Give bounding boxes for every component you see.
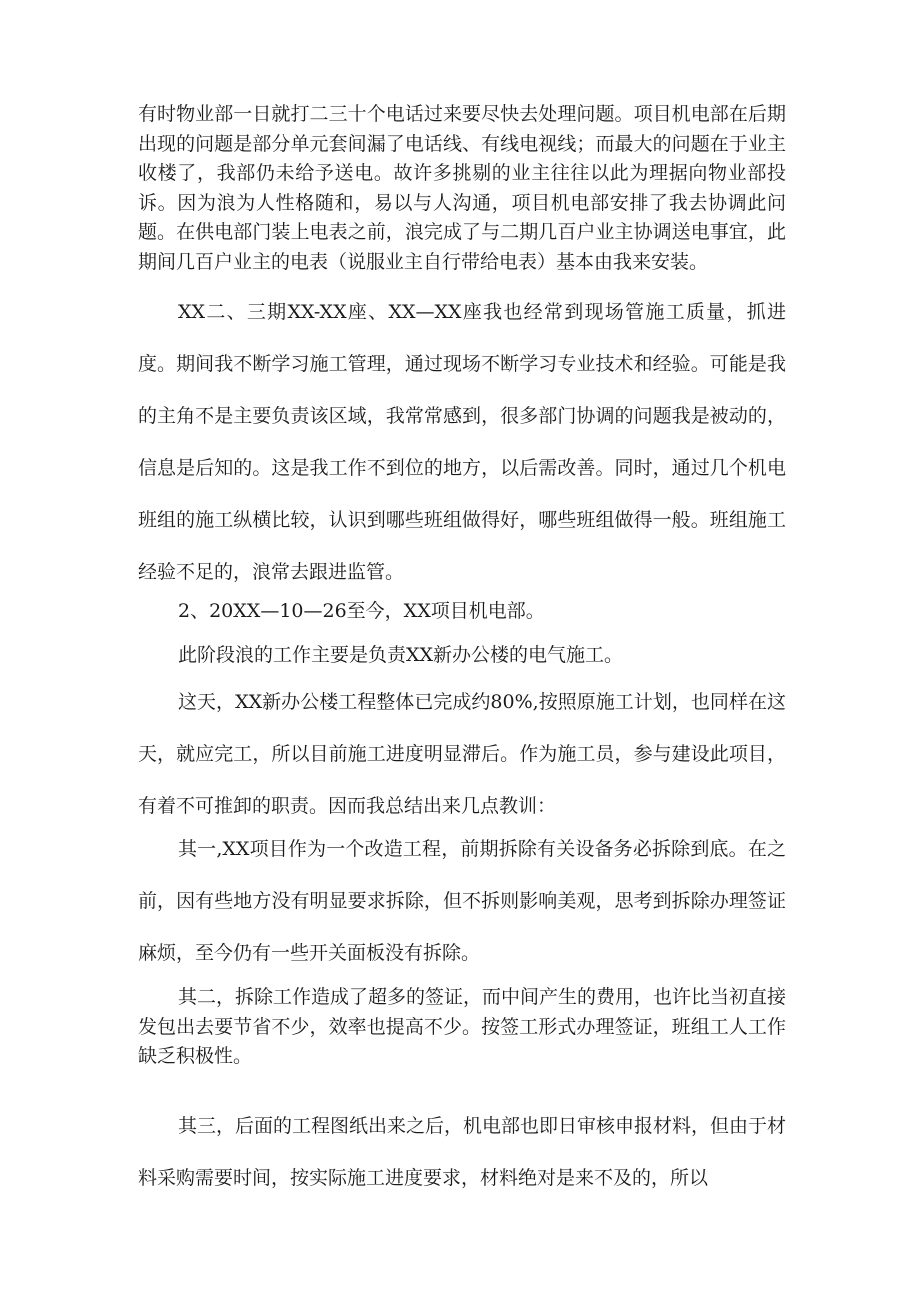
paragraph-2: XX二、三期XX-XX座、XX—XX座我也经常到现场管施工质量，抓进度。期间我不断学习施工管理，通过现场不断学习专业技术和经验。可能是我的主角不是主要负责该区域，我常常感到，很多部门协调的问题我是被动的，信息是后知的。这是我工作不到位的地方，以后需改善。同时，通过几个机电班组的施工纵横比较，认识到哪些班组做得好，哪些班组做得一般。班组施工经验不足的，浪常去跟进监管。 [138, 301, 786, 583]
paragraph-5: 这天，XX新办公楼工程整体已完成约80%,按照原施工计划，也同样在这天，就应完工，所以目前施工进度明显滞后。作为施工员，参与建设此项目，有着不可推卸的职责。因而我总结出来几点教训： [138, 691, 786, 817]
paragraph-1: 有时物业部一日就打二三十个电话过来要尽快去处理问题。项目机电部在后期出现的问题是部分单元套间漏了电话线、有线电视线；而最大的问题在于业主收楼了，我部仍未给予送电。故许多挑剔的业主往往以此为理据向物业部投诉。因为浪为人性格随和，易以与人沟通，项目机电部安排了我去协调此问题。在供电部门装上电表之前，浪完成了与二期几百户业主协调送电事宜，此期间几百户业主的电表（说服业主自行带给电表）基本由我来安装。 [138, 103, 786, 273]
paragraph-8: 其三，后面的工程图纸出来之后，机电部也即日审核申报材料，但由于材料采购需要时间，按实际施工进度要求，材料绝对是来不及的，所以 [138, 1115, 787, 1189]
paragraph-3-heading: 2、20XX—10—26至今，XX项目机电部。 [178, 600, 545, 622]
paragraph-7: 其二，拆除工作造成了超多的签证，而中间产生的费用，也许比当初直接发包出去要节省不少，效率也提高不少。按签工形式办理签证，班组工人工作缺乏积极性。 [138, 986, 787, 1067]
paragraph-6: 其一,XX项目作为一个改造工程，前期拆除有关设备务必拆除到底。在之前，因有些地方没有明显要求拆除，但不拆则影响美观，思考到拆除办理签证麻烦，至今仍有一些开关面板没有拆除。 [138, 838, 786, 964]
paragraph-4: 此阶段浪的工作主要是负责XX新办公楼的电气施工。 [178, 644, 624, 666]
